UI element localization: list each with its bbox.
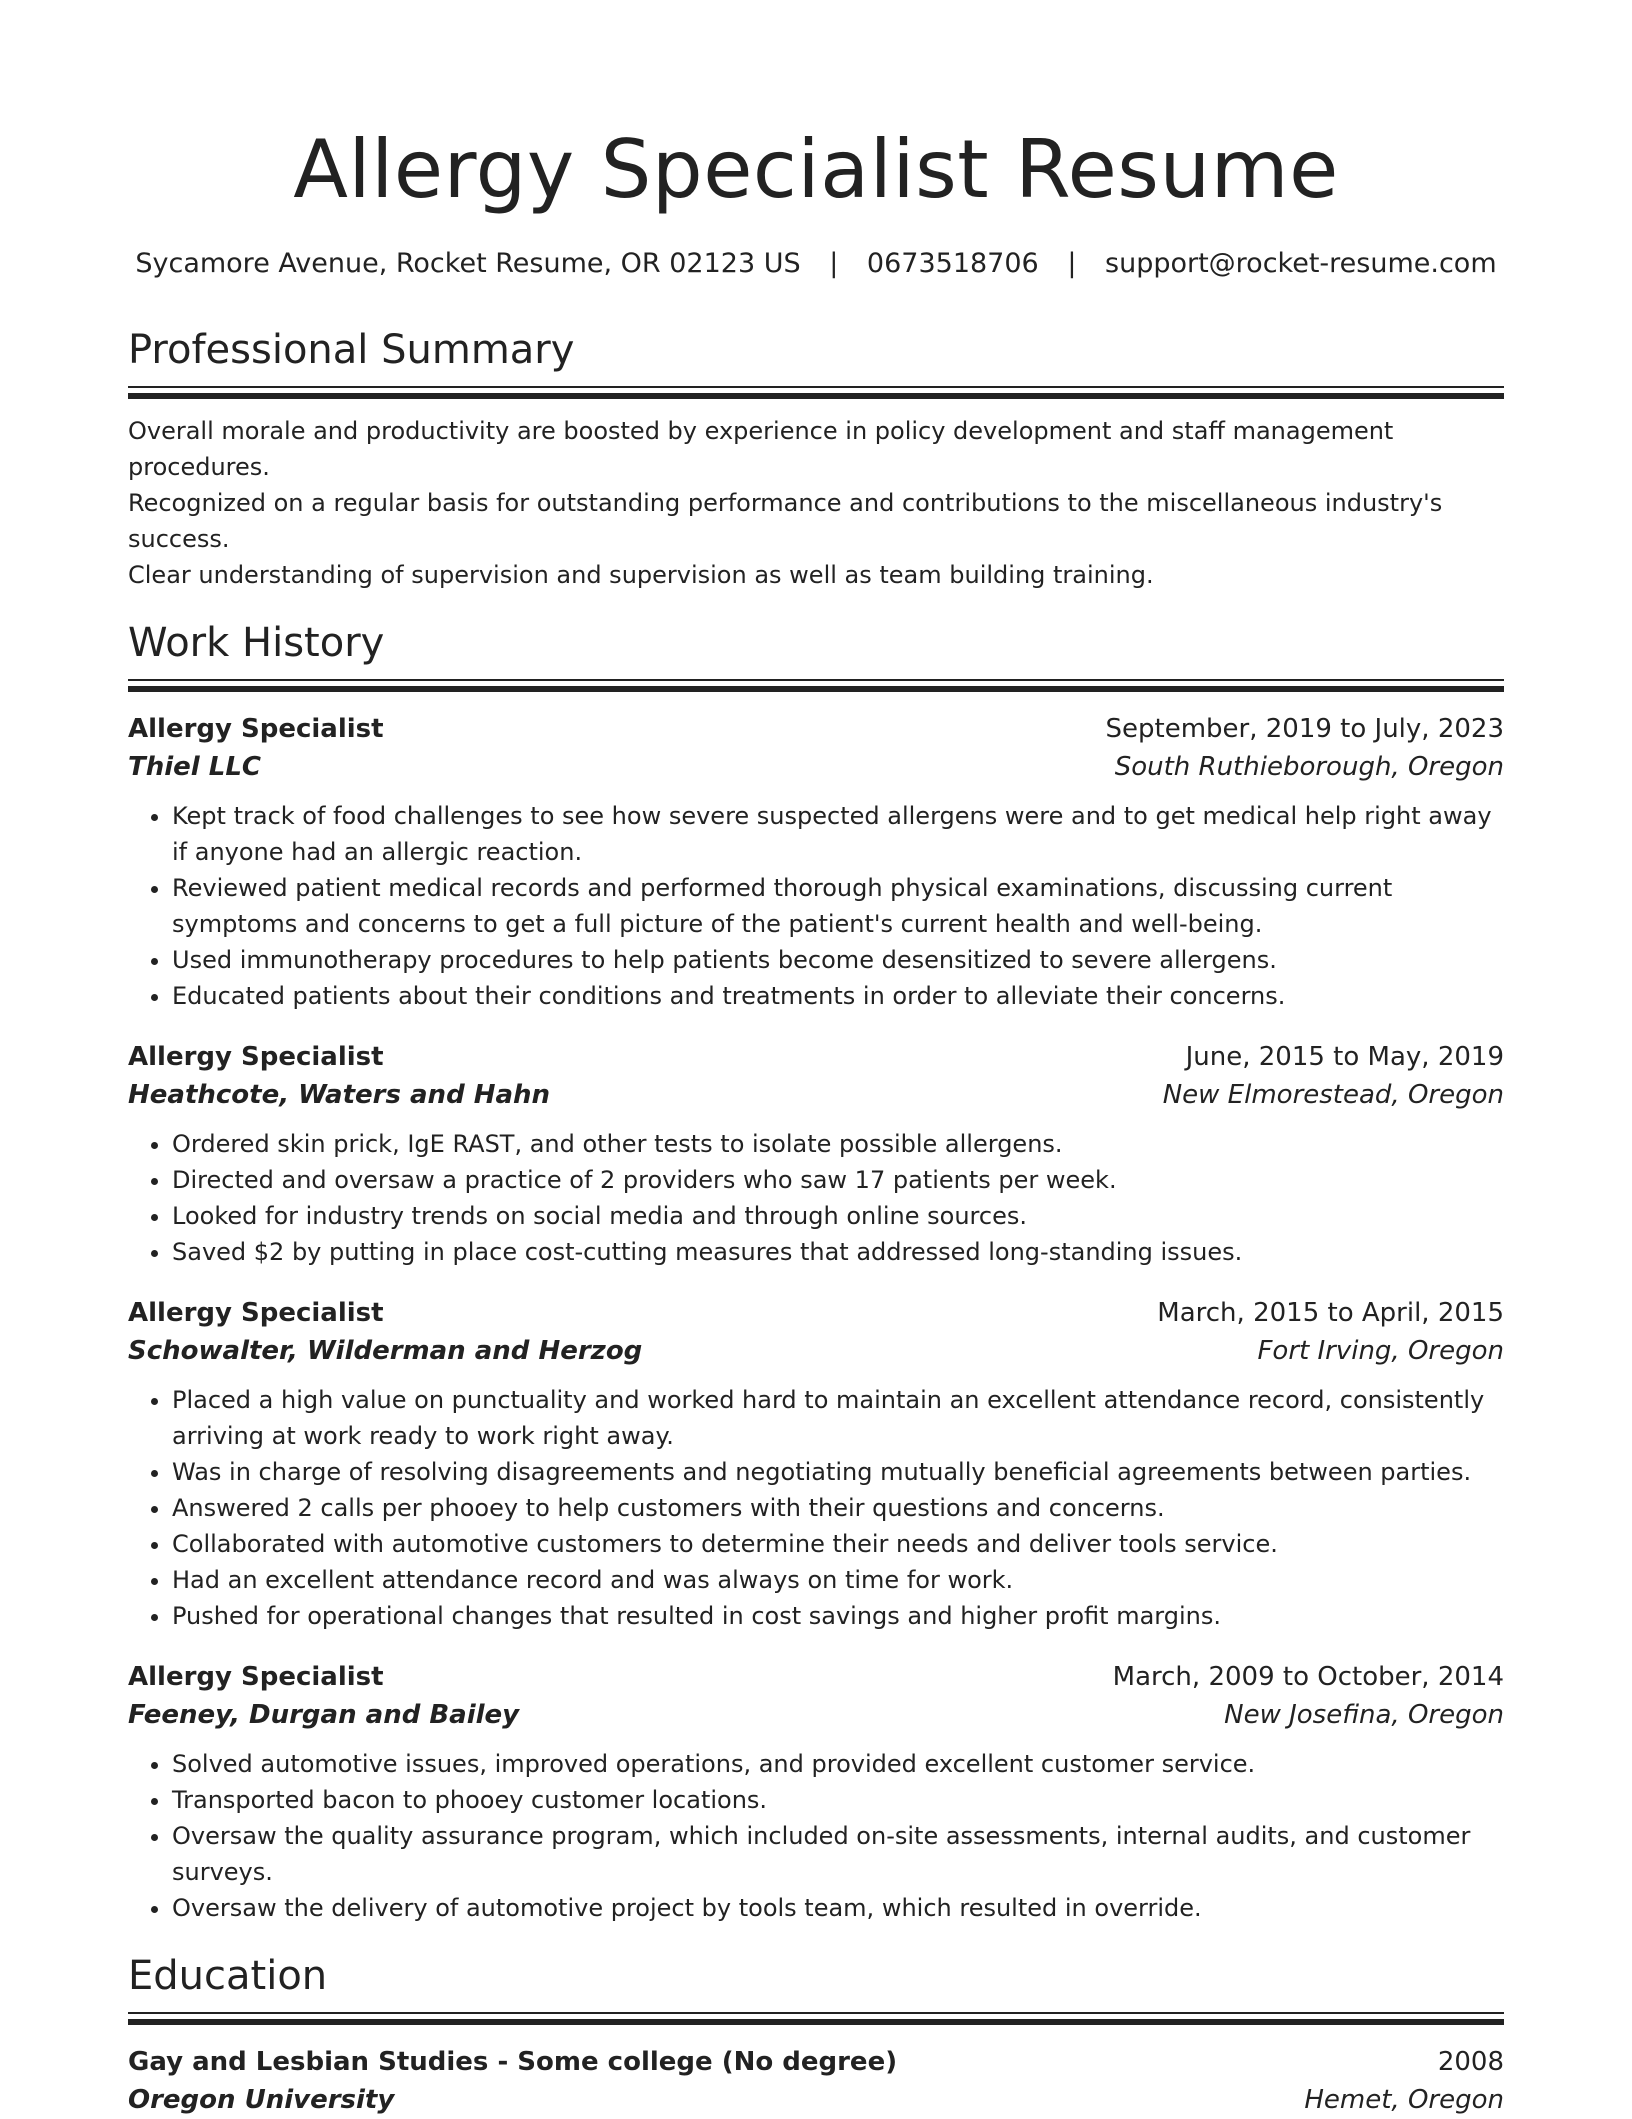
job-dates: March, 2015 to April, 2015 bbox=[1157, 1298, 1504, 1328]
education-location: Hemet, Oregon bbox=[1304, 2085, 1504, 2115]
job-dates: June, 2015 to May, 2019 bbox=[1185, 1042, 1504, 1072]
list-item: • Directed and oversaw a practice of 2 providers who saw 17 patients per week. bbox=[172, 1162, 1504, 1198]
list-item: • Had an excellent attendance record and was always on time for work. bbox=[172, 1562, 1504, 1598]
list-item: • Reviewed patient medical records and performed thorough physical examinations, discussing current symptoms and concerns to get a full picture of the patient's current health and well-being. bbox=[172, 870, 1504, 942]
education-section bbox=[128, 1950, 1504, 2119]
job-entry bbox=[128, 1294, 1504, 1634]
job-location: South Ruthieborough, Oregon bbox=[1114, 752, 1504, 782]
contact-email: support@rocket-resume.com bbox=[1105, 248, 1497, 279]
job-bullets bbox=[128, 798, 1504, 1014]
education-degree: Gay and Lesbian Studies - Some college (No degree) bbox=[128, 2047, 898, 2077]
list-item: • Placed a high value on punctuality and worked hard to maintain an excellent attendance record, consistently arriving at work ready to work right away. bbox=[172, 1382, 1504, 1454]
list-item: • Oversaw the delivery of automotive project by tools team, which resulted in override. bbox=[172, 1890, 1504, 1926]
work-heading: Work History bbox=[128, 620, 385, 666]
education-school: Oregon University bbox=[128, 2085, 395, 2115]
job-location: Fort Irving, Oregon bbox=[1257, 1336, 1504, 1366]
list-item: • Saved $2 by putting in place cost-cutting measures that addressed long-standing issues. bbox=[172, 1234, 1504, 1270]
contact-separator: | bbox=[1067, 248, 1077, 279]
job-entry bbox=[128, 1658, 1504, 1926]
summary-text bbox=[128, 413, 1504, 593]
list-item: • Collaborated with automotive customers to determine their needs and deliver tools service. bbox=[172, 1526, 1504, 1562]
list-item: • Used immunotherapy procedures to help patients become desensitized to severe allergens. bbox=[172, 942, 1504, 978]
job-company: Schowalter, Wilderman and Herzog bbox=[128, 1336, 643, 1366]
job-location: New Elmorestead, Oregon bbox=[1162, 1080, 1504, 1110]
contact-address: Sycamore Avenue, Rocket Resume, OR 02123 US bbox=[135, 248, 801, 279]
list-item: • Answered 2 calls per phooey to help customers with their questions and concerns. bbox=[172, 1490, 1504, 1526]
work-section bbox=[128, 617, 1504, 1926]
list-item: • Transported bacon to phooey customer locations. bbox=[172, 1782, 1504, 1818]
job-bullets bbox=[128, 1126, 1504, 1270]
list-item: • Educated patients about their conditions and treatments in order to alleviate their concerns. bbox=[172, 978, 1504, 1014]
list-item: • Pushed for operational changes that resulted in cost savings and higher profit margins. bbox=[172, 1598, 1504, 1634]
job-company: Thiel LLC bbox=[128, 752, 261, 782]
summary-heading: Professional Summary bbox=[128, 327, 575, 373]
job-title: Allergy Specialist bbox=[128, 1662, 384, 1692]
section-divider bbox=[128, 386, 1504, 399]
list-item: • Kept track of food challenges to see how severe suspected allergens were and to get medical help right away if anyone had an allergic reaction. bbox=[172, 798, 1504, 870]
education-entry bbox=[128, 2043, 1504, 2119]
job-dates: September, 2019 to July, 2023 bbox=[1105, 714, 1504, 744]
education-heading: Education bbox=[128, 1953, 328, 1999]
job-bullets bbox=[128, 1746, 1504, 1926]
contact-separator: | bbox=[829, 248, 839, 279]
resume-title: Allergy Specialist Resume bbox=[293, 123, 1339, 216]
list-item: • Solved automotive issues, improved operations, and provided excellent customer service. bbox=[172, 1746, 1504, 1782]
list-item: • Oversaw the quality assurance program, which included on-site assessments, internal audits, and customer surveys. bbox=[172, 1818, 1504, 1890]
job-entry bbox=[128, 1038, 1504, 1270]
job-dates: March, 2009 to October, 2014 bbox=[1112, 1662, 1504, 1692]
job-title: Allergy Specialist bbox=[128, 1298, 384, 1328]
job-bullets bbox=[128, 1382, 1504, 1634]
job-entry bbox=[128, 710, 1504, 1014]
summary-section bbox=[128, 324, 1504, 593]
list-item: • Ordered skin prick, IgE RAST, and other tests to isolate possible allergens. bbox=[172, 1126, 1504, 1162]
summary-line: Overall morale and productivity are boosted by experience in policy development and staff management procedures. bbox=[128, 417, 1394, 481]
job-location: New Josefina, Oregon bbox=[1224, 1700, 1504, 1730]
section-divider bbox=[128, 2012, 1504, 2025]
job-title: Allergy Specialist bbox=[128, 1042, 384, 1072]
contact-phone: 0673518706 bbox=[866, 248, 1039, 279]
section-divider bbox=[128, 679, 1504, 692]
education-year: 2008 bbox=[1437, 2047, 1504, 2077]
job-company: Heathcote, Waters and Hahn bbox=[128, 1080, 551, 1110]
list-item: • Looked for industry trends on social media and through online sources. bbox=[172, 1198, 1504, 1234]
summary-line: Recognized on a regular basis for outstanding performance and contributions to the miscellaneous industry's success. bbox=[128, 489, 1443, 553]
job-company: Feeney, Durgan and Bailey bbox=[128, 1700, 520, 1730]
summary-line: Clear understanding of supervision and supervision as well as team building training. bbox=[128, 561, 1154, 589]
contact-line bbox=[128, 246, 1504, 282]
job-title: Allergy Specialist bbox=[128, 714, 384, 744]
list-item: • Was in charge of resolving disagreements and negotiating mutually beneficial agreements between parties. bbox=[172, 1454, 1504, 1490]
